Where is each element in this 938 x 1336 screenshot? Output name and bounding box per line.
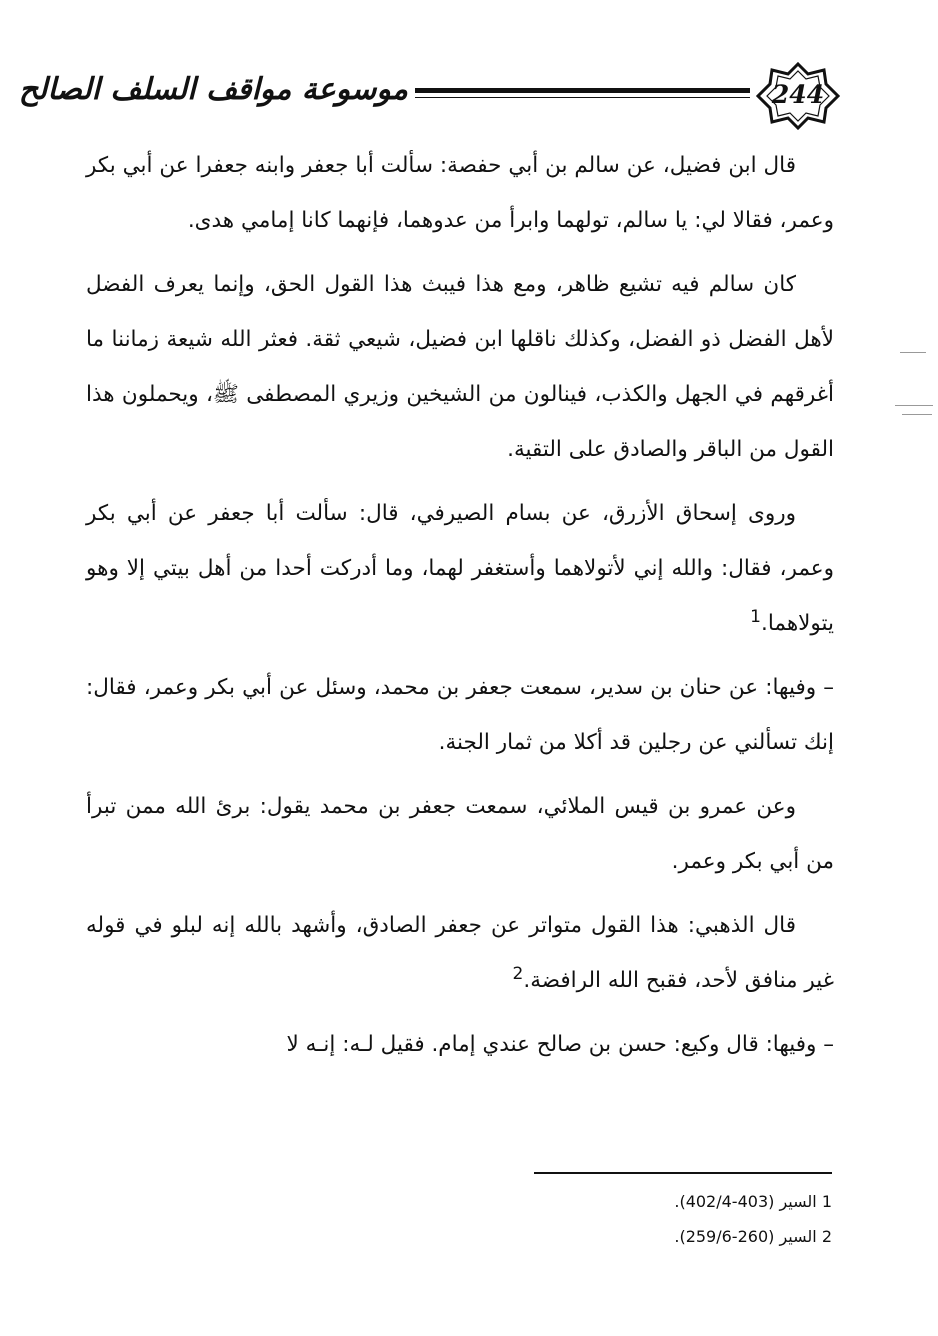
paragraph-text: – وفيها: عن حنان بن سدير، سمعت جعفر بن محمد، وسئل عن أبي بكر وعمر، فقال: إنك تسألني عن رجلين قد أكلا من ثمار الجنة. [86, 675, 834, 755]
paragraph [86, 257, 834, 477]
page-number: 244 [771, 80, 825, 109]
footnote [332, 1219, 832, 1254]
paragraph [86, 898, 834, 1008]
paragraph-text: وعن عمرو بن قيس الملائي، سمعت جعفر بن محمد يقول: برئ الله ممن تبرأ من أبي بكر وعمر. [86, 794, 834, 874]
footnotes [332, 1184, 832, 1254]
paragraph-text: كان سالم فيه تشيع ظاهر، ومع هذا فيبث هذا القول الحق، وإنما يعرف الفضل لأهل الفضل ذو الفضل، وكذلك ناقلها ابن فضيل، شيعي ثقة. فعثر الله شيعة زماننا ما أغرقهم في الجهل والكذب، فينالون من الشيخين وزيري المصطفى ﷺ، ويحملون هذا القول من الباقر والصادق على التقية. [86, 272, 834, 462]
footnote-citation: (403-402/4). [674, 1192, 775, 1211]
main-text [86, 138, 834, 1081]
scan-artifact [895, 405, 933, 406]
header-rule-thin [415, 97, 750, 98]
footnote-ref[interactable]: 1 [750, 606, 761, 627]
footnote-number: 2 [821, 1227, 832, 1246]
footnote-ref[interactable]: 2 [512, 963, 524, 984]
paragraph [86, 486, 834, 651]
book-title: موسوعة مواقف السلف الصالح [18, 72, 408, 107]
footnote [332, 1184, 832, 1219]
paragraph [86, 779, 834, 889]
paragraph [86, 660, 834, 770]
paragraph [86, 1017, 834, 1072]
page-header [18, 62, 840, 132]
footnote-number: 1 [821, 1192, 832, 1211]
scan-artifact [902, 414, 932, 415]
footnote-citation: (260-259/6). [674, 1227, 775, 1246]
paragraph-text: – وفيها: قال وكيع: حسن بن صالح عندي إمام. فقيل لـه: إنـه لا [286, 1032, 834, 1057]
footnote-label: السير [779, 1192, 817, 1211]
paragraph-text: قال ابن فضيل، عن سالم بن أبي حفصة: سألت أبا جعفر وابنه جعفرا عن أبي بكر وعمر، فقالا لي: يا سالم، تولهما وابرأ من عدوهما، فإنهما كانا إمامي هدى. [86, 153, 834, 233]
paragraph-text: قال الذهبي: هذا القول متواتر عن جعفر الصادق، وأشهد بالله إنه لبلو في قوله غير منافق لأحد، فقبح الله الرافضة. [86, 913, 834, 993]
footnote-separator [534, 1172, 832, 1174]
header-rule-thick [415, 88, 750, 93]
footnote-label: السير [779, 1227, 817, 1246]
paragraph [86, 138, 834, 248]
paragraph-text: وروى إسحاق الأزرق، عن بسام الصيرفي، قال: سألت أبا جعفر عن أبي بكر وعمر، فقال: والله إني لأتولاهما وأستغفر لهما، وما أدركت أحدا من أهل بيتي إلا وهو يتولاهما. [86, 501, 834, 636]
scan-artifact [900, 352, 926, 353]
